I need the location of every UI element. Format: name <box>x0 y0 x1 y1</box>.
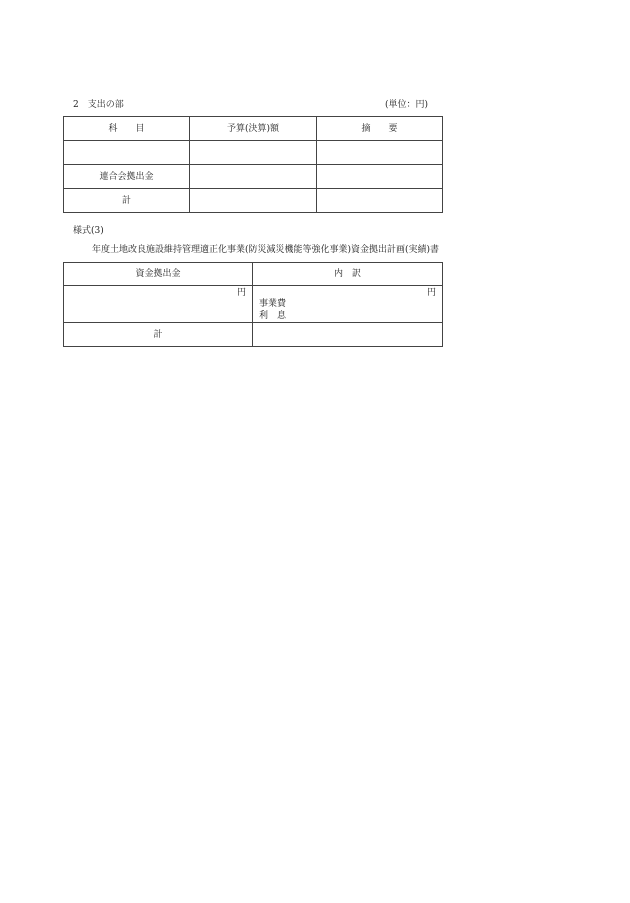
remarks-cell <box>317 165 443 189</box>
item-cell: 連合会拠出金 <box>64 165 190 189</box>
table-header-row <box>64 117 443 141</box>
table-row <box>64 165 443 189</box>
form-title: 年度土地改良施設維持管理適正化事業(防災減災機能等強化事業)資金拠出計画(実績)書 <box>92 245 440 255</box>
item-cell: 計 <box>64 189 190 213</box>
table-row-total <box>64 323 443 347</box>
form-label: 様式(3) <box>73 226 104 236</box>
table-row <box>64 141 443 165</box>
breakdown-cell <box>253 286 443 323</box>
total-label-cell: 計 <box>64 323 253 347</box>
remarks-cell <box>317 189 443 213</box>
amount-cell <box>190 189 317 213</box>
header-remarks: 摘 要 <box>317 117 443 141</box>
breakdown-item-interest: 利 息 <box>259 311 287 321</box>
expense-table <box>63 116 443 213</box>
item-cell <box>64 141 190 165</box>
table-row <box>64 286 443 323</box>
header-budget-amount: 予算(決算)額 <box>190 117 317 141</box>
fund-plan-table <box>63 262 443 347</box>
table-header-row <box>64 263 443 286</box>
remarks-cell <box>317 141 443 165</box>
header-item: 科 目 <box>64 117 190 141</box>
header-breakdown: 内 訳 <box>253 263 443 286</box>
contribution-amount-cell <box>64 286 253 323</box>
yen-unit: 円 <box>426 288 436 298</box>
header-fund-contribution: 資金拠出金 <box>64 263 253 286</box>
table-row-total <box>64 189 443 213</box>
unit-note: (単位：円) <box>385 100 429 110</box>
section-title: 2 支出の部 <box>73 100 124 110</box>
amount-cell <box>190 165 317 189</box>
breakdown-item-project-cost: 事業費 <box>259 299 287 309</box>
amount-cell <box>190 141 317 165</box>
yen-unit: 円 <box>236 288 246 298</box>
total-breakdown-cell <box>253 323 443 347</box>
breakdown-items <box>259 298 286 322</box>
